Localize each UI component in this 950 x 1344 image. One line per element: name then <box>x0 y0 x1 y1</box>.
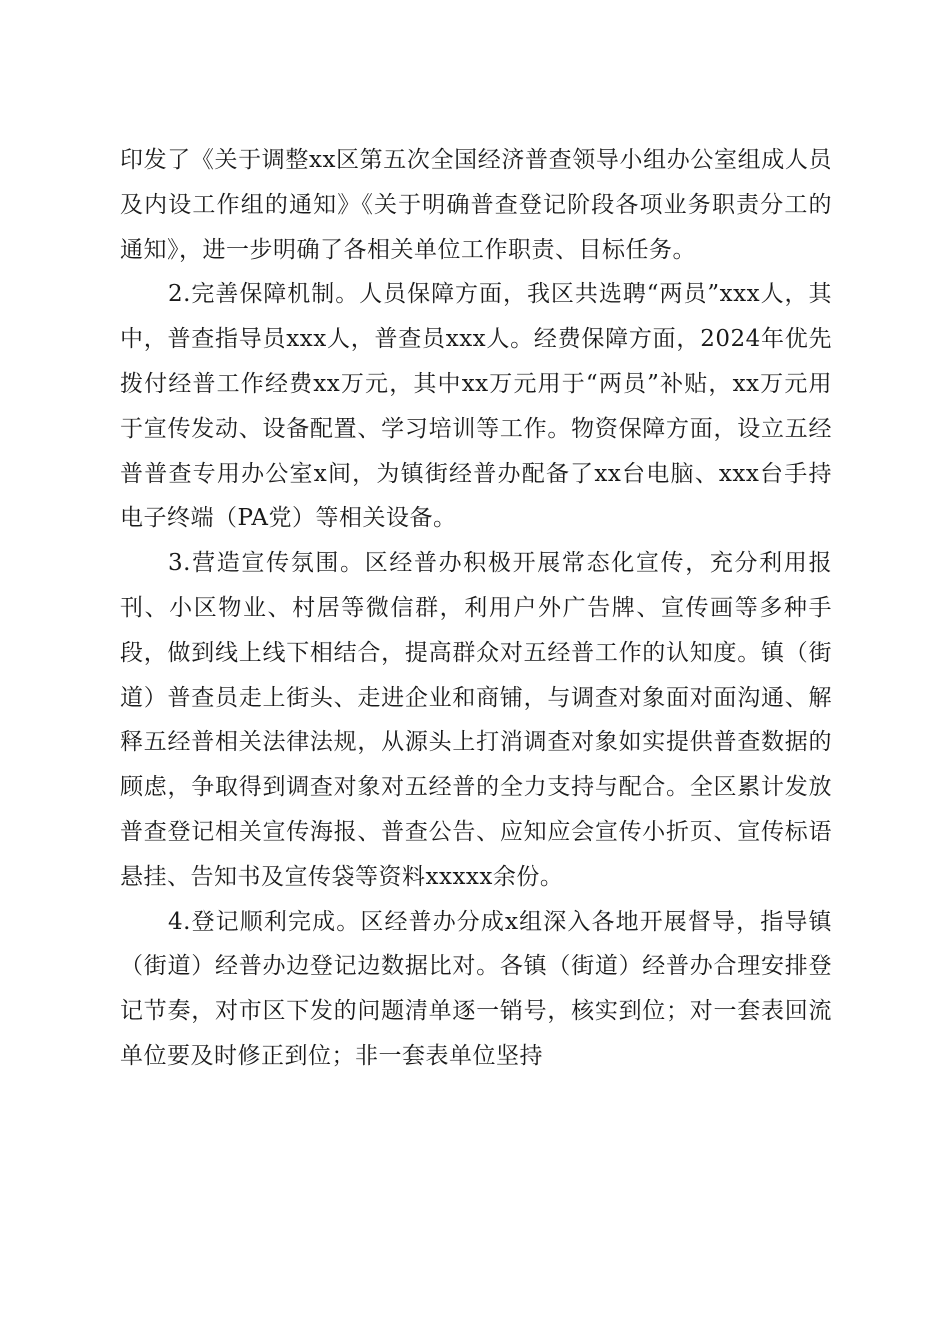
paragraph-publicity-atmosphere: 3.营造宣传氛围。区经普办积极开展常态化宣传，充分利用报刊、小区物业、村居等微信群，利用户外广告牌、宣传画等多种手段，做到线上线下相结合，提高群众对五经普工作的认知度。镇（街道）普查员走上街头、走进企业和商铺，与调查对象面对面沟通、解释五经普相关法律法规，从源头上打消调查对象如实提供普查数据的顾虑，争取得到调查对象对五经普的全力支持与配合。全区累计发放普查登记相关宣传海报、普查公告、应知应会宣传小折页、宣传标语悬挂、告知书及宣传袋等资料xxxxx余份。 <box>120 550 832 890</box>
paragraph-guarantee-mechanism: 2.完善保障机制。人员保障方面，我区共选聘“两员”xxx人，其中，普查指导员xxx人，普查员xxx人。经费保障方面，2024年优先拨付经普工作经费xx万元，其中xx万元用于“两员”补贴，xx万元用于宣传发动、设备配置、学习培训等工作。物资保障方面，设立五经普普查专用办公室x间，为镇街经普办配备了xx台电脑、xxx台手持电子终端（PA党）等相关设备。 <box>120 281 832 532</box>
paragraph-notice-continuation: 印发了《关于调整xx区第五次全国经济普查领导小组办公室组成人员及内设工作组的通知》《关于明确普查登记阶段各项业务职责分工的通知》，进一步明确了各相关单位工作职责、目标任务。 <box>120 147 832 263</box>
document-body <box>120 138 832 1079</box>
paragraph-registration-completed: 4.登记顺利完成。区经普办分成x组深入各地开展督导，指导镇（街道）经普办边登记边数据比对。各镇（街道）经普办合理安排登记节奏，对市区下发的问题清单逐一销号，核实到位；对一套表回流单位要及时修正到位；非一套表单位坚持 <box>120 908 832 1069</box>
